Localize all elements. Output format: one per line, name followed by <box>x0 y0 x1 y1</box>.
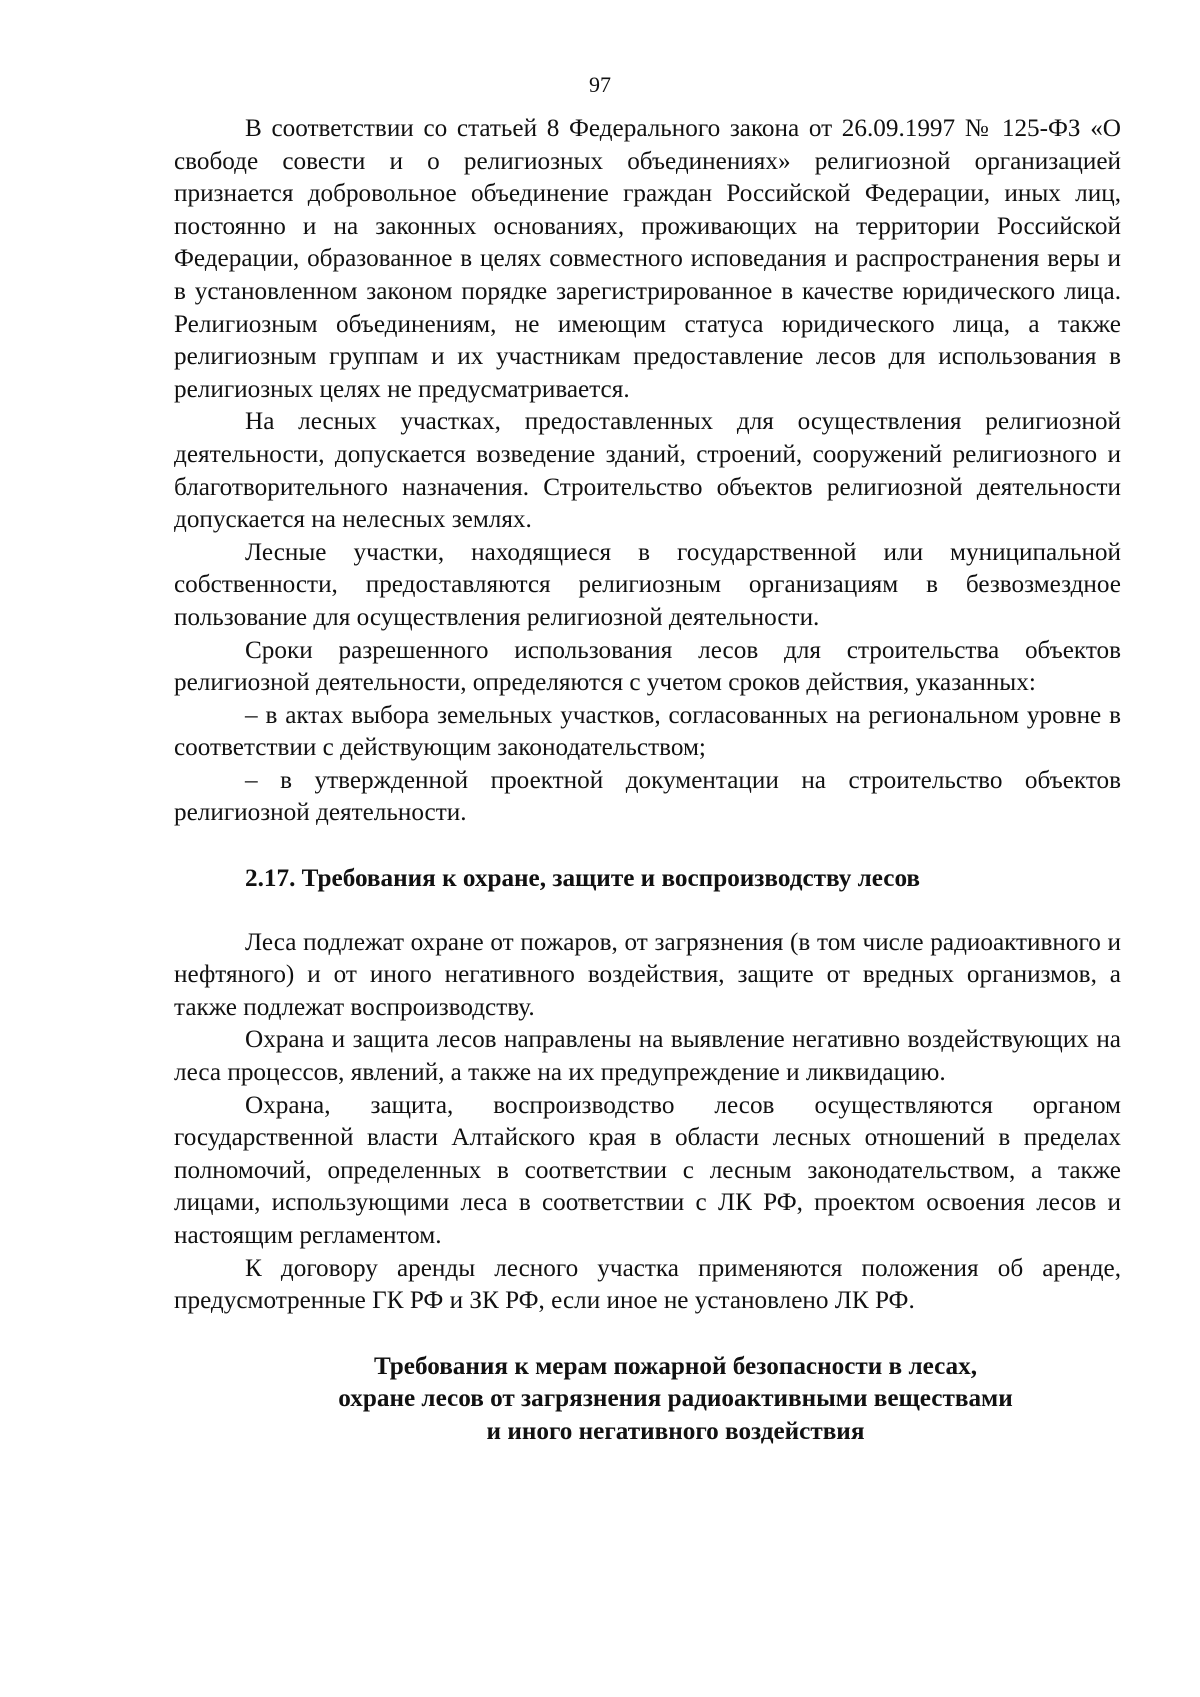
paragraph: На лесных участках, предоставленных для осуществления религиозной деятельности, допускается возведение зданий, строений, сооружений религиозного и благотворительного назначения. Строительство объектов религиозной деятельности допускается на нелесных землях. <box>174 408 1121 534</box>
page-content <box>174 113 1121 1449</box>
paragraph: Охрана, защита, воспроизводство лесов осуществляются органом государственной власти Алтайского края в области лесных отношений в пределах полномочий, определенных в соответствии с лесным законодательством, а также лицами, использующими леса в соответствии с ЛК РФ, проектом освоения лесов и настоящим регламентом. <box>174 1091 1121 1249</box>
paragraph: Лесные участки, находящиеся в государственной или муниципальной собственности, предоставляются религиозным организациям в безвозмездное пользование для осуществления религиозной деятельности. <box>174 538 1121 631</box>
paragraph: В соответствии со статьей 8 Федерального закона от 26.09.1997 № 125-ФЗ «О свободе совести и о религиозных объединениях» религиозной организацией признается добровольное объединение граждан Российской Федерации, иных лиц, постоянно и на законных основаниях, проживающих на территории Российской Федерации, образованное в целях совместного исповедания и распространения веры и в установленном законом порядке зарегистрированное в качестве юридического лица. Религиозным объединениям, не имеющим статуса юридического лица, а также религиозным группам и их участникам предоставление лесов для использования в религиозных целях не предусматривается. <box>174 115 1121 403</box>
subsection-heading <box>174 1351 1121 1449</box>
list-item: – в утвержденной проектной документации на строительство объектов религиозной деятельности. <box>174 766 1121 827</box>
page-number: 97 <box>589 72 611 97</box>
paragraph: К договору аренды лесного участка применяются положения об аренде, предусмотренные ГК РФ и ЗК РФ, если иное не установлено ЛК РФ. <box>174 1254 1121 1315</box>
paragraph: Охрана и защита лесов направлены на выявление негативно воздействующих на леса процессов, явлений, а также на их предупреждение и ликвидацию. <box>174 1026 1121 1087</box>
subsection-heading-line: Требования к мерам пожарной безопасности в лесах, <box>373 1352 978 1380</box>
paragraph: Сроки разрешенного использования лесов для строительства объектов религиозной деятельности, определяются с учетом сроков действия, указанных: <box>174 636 1121 697</box>
paragraph: Леса подлежат охране от пожаров, от загрязнения (в том числе радиоактивного и нефтяного) и от иного негативного воздействия, защите от вредных организмов, а также подлежат воспроизводству. <box>174 928 1121 1021</box>
section-heading: 2.17. Требования к охране, защите и воспроизводству лесов <box>245 865 921 893</box>
subsection-heading-line: и иного негативного воздействия <box>486 1417 865 1445</box>
list-item: – в актах выбора земельных участков, согласованных на региональном уровне в соответствии с действующим законодательством; <box>174 701 1121 762</box>
subsection-heading-line: охране лесов от загрязнения радиоактивными веществами <box>338 1385 1013 1413</box>
